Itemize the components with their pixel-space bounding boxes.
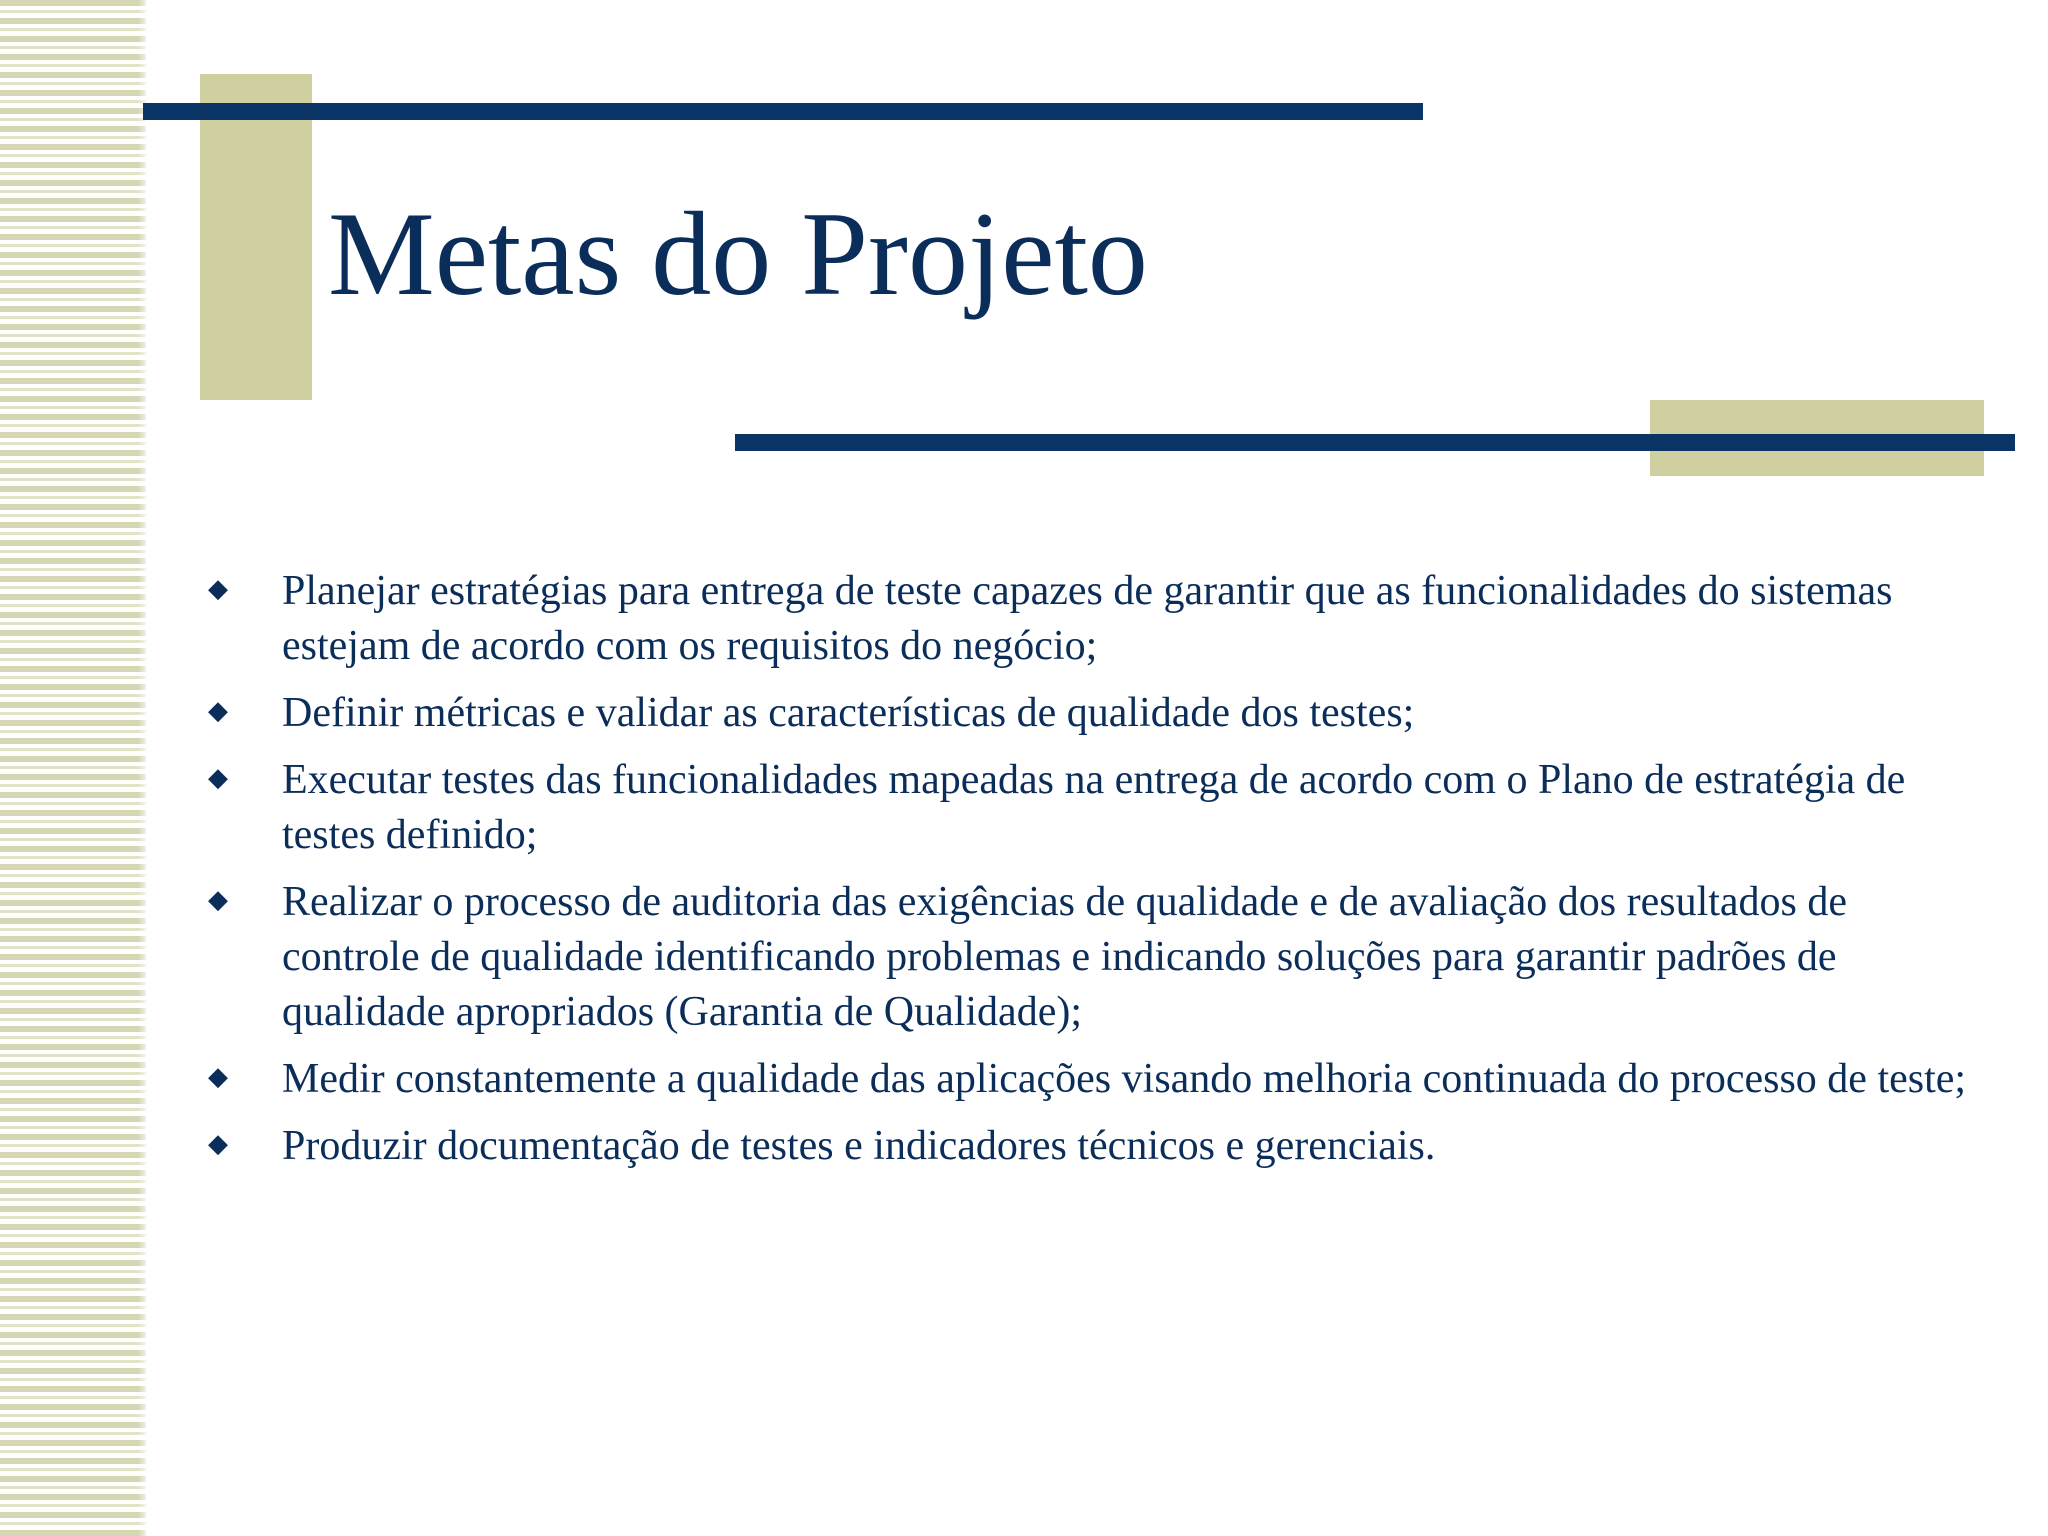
diamond-bullet-icon: ◆ bbox=[208, 763, 228, 792]
bullet-text: Planejar estratégias para entrega de teste capazes de garantir que as funcionalidades do sistemas estejam de acordo com os requisitos do negócio; bbox=[282, 568, 1893, 669]
title-top-rule bbox=[143, 103, 1423, 120]
left-band-fade bbox=[138, 0, 150, 1536]
bullet-list bbox=[200, 564, 1980, 1186]
diamond-bullet-icon: ◆ bbox=[208, 1062, 228, 1091]
bullet-item bbox=[200, 1119, 1980, 1174]
diamond-bullet-icon: ◆ bbox=[208, 1129, 228, 1158]
diamond-bullet-icon: ◆ bbox=[208, 696, 228, 725]
diamond-bullet-icon: ◆ bbox=[208, 885, 228, 914]
bullet-text: Medir constantemente a qualidade das aplicações visando melhoria continuada do processo de teste; bbox=[282, 1056, 1967, 1102]
bullet-item bbox=[200, 753, 1980, 863]
bullet-item bbox=[200, 686, 1980, 741]
bullet-text: Produzir documentação de testes e indicadores técnicos e gerenciais. bbox=[282, 1123, 1436, 1169]
bullet-item bbox=[200, 564, 1980, 674]
bullet-item bbox=[200, 1052, 1980, 1107]
bullet-item bbox=[200, 875, 1980, 1040]
diamond-bullet-icon: ◆ bbox=[208, 574, 228, 603]
olive-accent-block-left bbox=[200, 74, 312, 400]
bullet-text: Definir métricas e validar as características de qualidade dos testes; bbox=[282, 690, 1415, 736]
bullet-text: Executar testes das funcionalidades mapeadas na entrega de acordo com o Plano de estratégia de testes definido; bbox=[282, 757, 1906, 858]
left-striped-band bbox=[0, 0, 146, 1536]
slide-title: Metas do Projeto bbox=[328, 187, 1148, 320]
title-bottom-rule bbox=[735, 434, 2015, 451]
bullet-text: Realizar o processo de auditoria das exigências de qualidade e de avaliação dos resultados de controle de qualidade identificando problemas e indicando soluções para garantir padrões de qualidade apropriados (Garantia de Qualidade); bbox=[282, 879, 1848, 1035]
